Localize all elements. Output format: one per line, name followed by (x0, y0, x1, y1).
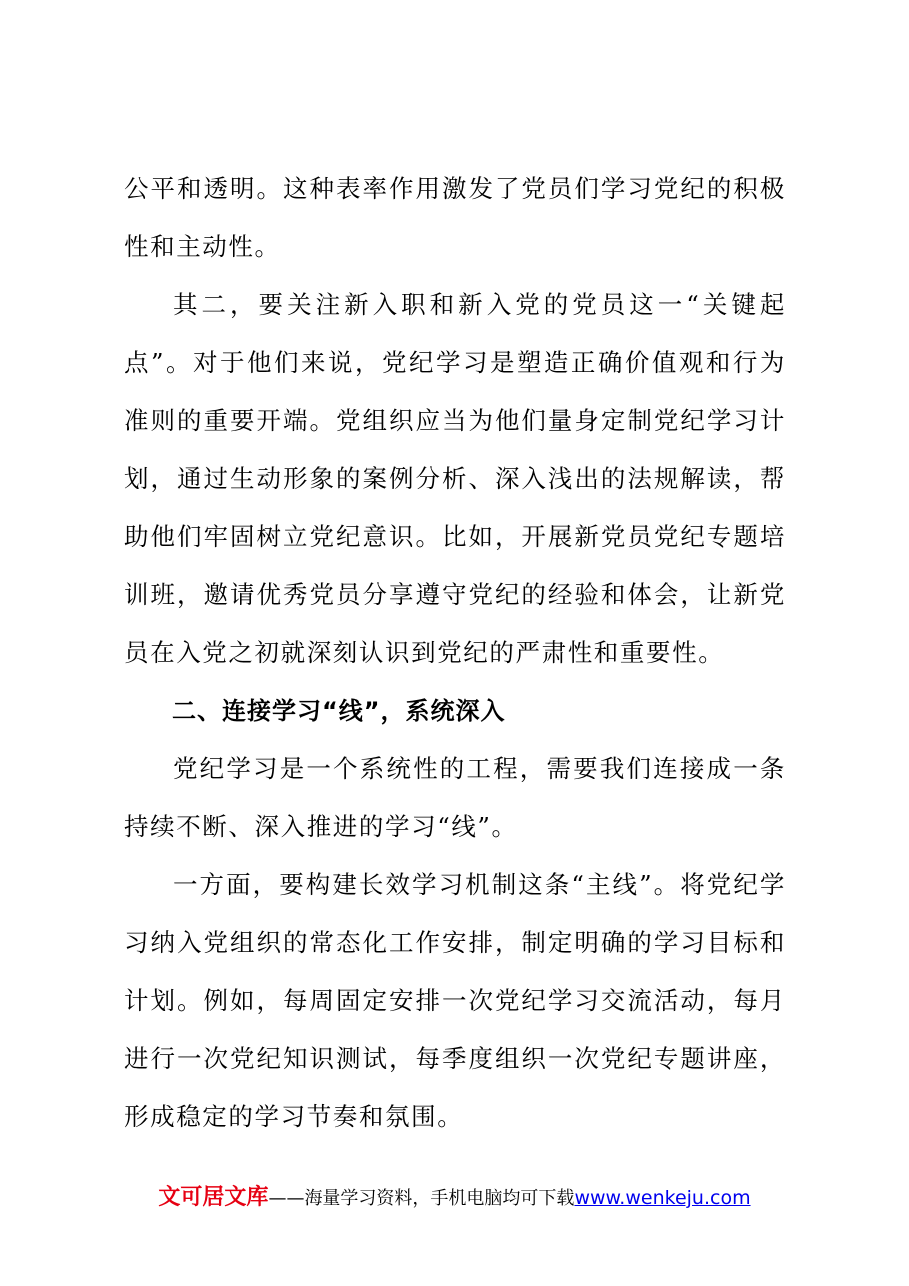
footer-tagline: ——海量学习资料，手机电脑均可下载 (268, 1188, 575, 1209)
paragraph-key-starting-point: 其二，要关注新入职和新入党的党员这一“关键起点”。对于他们来说，党纪学习是塑造正确价值观和行为准则的重要开端。党组织应当为他们量身定制党纪学习计划，通过生动形象的案例分析、深入浅出的法规解读，帮助他们牢固树立党纪意识。比如，开展新党员党纪专题培训班，邀请优秀党员分享遵守党纪的经验和体会，让新党员在入党之初就深刻认识到党纪的严肃性和重要性。 (124, 290, 786, 667)
paragraph-long-term-mechanism: 一方面，要构建长效学习机制这条“主线”。将党纪学习纳入党组织的常态化工作安排，制定明确的学习目标和计划。例如，每周固定安排一次党纪学习交流活动，每月进行一次党纪知识测试，每季度组织一次党纪专题讲座，形成稳定的学习节奏和氛围。 (124, 870, 786, 1131)
page-footer (0, 1180, 909, 1211)
paragraph-continuation: 公平和透明。这种表率作用激发了党员们学习党纪的积极性和主动性。 (124, 174, 786, 261)
document-body (124, 160, 786, 1146)
section-heading: 二、连接学习“线”，系统深入 (172, 697, 506, 725)
footer-brand: 文可居文库 (158, 1185, 269, 1210)
paragraph-system-learning: 党纪学习是一个系统性的工程，需要我们连接成一条持续不断、深入推进的学习“线”。 (124, 754, 786, 841)
footer-site-link[interactable]: www.wenkeju.com (574, 1187, 751, 1209)
